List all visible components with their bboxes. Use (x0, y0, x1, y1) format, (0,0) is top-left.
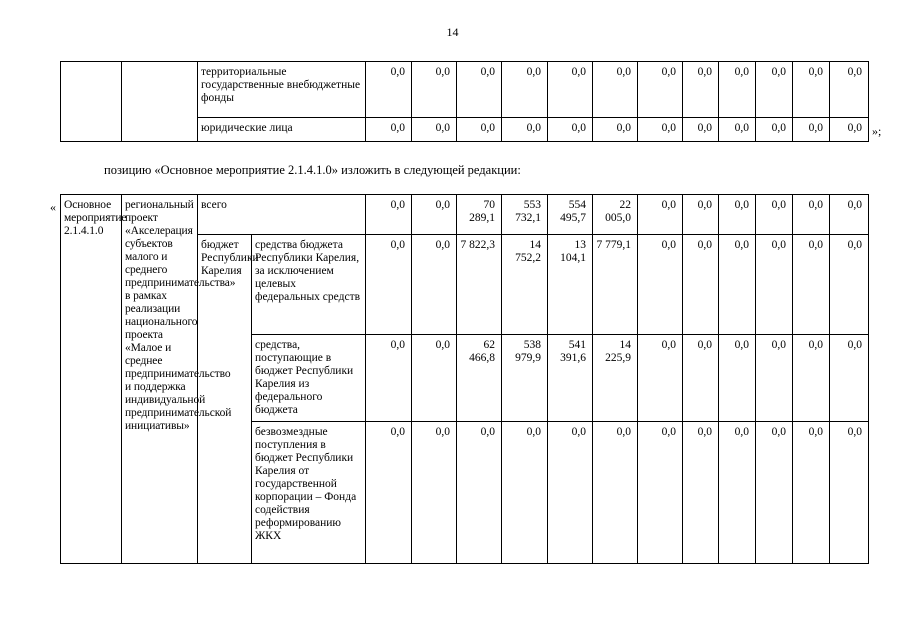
value-cell: 553 732,1 (502, 195, 548, 235)
opening-quote: « (50, 200, 56, 214)
value-cell: 0,0 (719, 62, 756, 118)
value-cell: 0,0 (830, 118, 869, 142)
budget-label: бюджет Республики Карелия (198, 235, 252, 564)
value-cell: 0,0 (457, 62, 502, 118)
value-cell: 0,0 (756, 62, 793, 118)
value-cell: 0,0 (830, 195, 869, 235)
value-cell: 0,0 (412, 118, 457, 142)
value-cell: 0,0 (412, 422, 457, 564)
value-cell: 0,0 (638, 118, 683, 142)
value-cell: 0,0 (366, 62, 412, 118)
value-cell: 0,0 (638, 195, 683, 235)
source-label: средства, поступающие в бюджет Республики Карелия из федерального бюджета (252, 335, 366, 422)
value-cell: 0,0 (683, 235, 719, 335)
value-cell: 0,0 (638, 235, 683, 335)
value-cell: 554 495,7 (548, 195, 593, 235)
value-cell: 0,0 (793, 235, 830, 335)
page-number: 14 (446, 25, 459, 39)
value-cell: 0,0 (793, 335, 830, 422)
value-cell: 0,0 (593, 62, 638, 118)
value-cell: 0,0 (457, 422, 502, 564)
value-cell: 0,0 (793, 62, 830, 118)
value-cell: 0,0 (638, 335, 683, 422)
value-cell: 0,0 (793, 118, 830, 142)
value-cell: 0,0 (756, 335, 793, 422)
value-cell: 0,0 (366, 118, 412, 142)
value-cell: 0,0 (593, 118, 638, 142)
value-cell: 0,0 (366, 235, 412, 335)
value-cell: 0,0 (756, 422, 793, 564)
value-cell: 22 005,0 (593, 195, 638, 235)
value-cell: 14 752,2 (502, 235, 548, 335)
value-cell: 0,0 (683, 335, 719, 422)
project-cell: региональный проект «Акселерация субъектов малого и среднего предпринимательства» в рамках реализации национального проекта «Малое и среднее предпринимательство и поддержка индивидуальной предпринимательской инициативы» (122, 195, 198, 564)
value-cell: 0,0 (719, 335, 756, 422)
value-cell: 0,0 (638, 62, 683, 118)
value-cell: 62 466,8 (457, 335, 502, 422)
value-cell: 0,0 (719, 195, 756, 235)
instruction-text: позицию «Основное мероприятие 2.1.4.1.0» изложить в следующей редакции: (104, 163, 521, 177)
value-cell: 0,0 (830, 335, 869, 422)
value-cell: 0,0 (412, 235, 457, 335)
value-cell: 0,0 (638, 422, 683, 564)
value-cell: 0,0 (830, 422, 869, 564)
value-cell: 0,0 (756, 195, 793, 235)
value-cell: 0,0 (412, 335, 457, 422)
value-cell: 0,0 (366, 335, 412, 422)
value-cell: 0,0 (593, 422, 638, 564)
value-cell: 0,0 (548, 422, 593, 564)
value-cell: 13 104,1 (548, 235, 593, 335)
value-cell: 0,0 (502, 422, 548, 564)
value-cell: 0,0 (719, 118, 756, 142)
table-row (61, 195, 869, 235)
source-label: средства бюджета Республики Карелия, за исключением целевых федеральных средств (252, 235, 366, 335)
value-cell: 541 391,6 (548, 335, 593, 422)
value-cell: 0,0 (457, 118, 502, 142)
value-cell: 0,0 (548, 62, 593, 118)
value-cell: 70 289,1 (457, 195, 502, 235)
total-label: всего (198, 195, 366, 235)
value-cell: 0,0 (683, 62, 719, 118)
value-cell: 0,0 (412, 62, 457, 118)
main-table (60, 194, 869, 564)
value-cell: 0,0 (366, 422, 412, 564)
measure-cell: Основное мероприятие 2.1.4.1.0 (61, 195, 122, 564)
value-cell: 0,0 (830, 235, 869, 335)
value-cell: 0,0 (719, 235, 756, 335)
value-cell: 0,0 (502, 118, 548, 142)
value-cell: 14 225,9 (593, 335, 638, 422)
source-label: юридические лица (198, 118, 366, 142)
value-cell: 0,0 (412, 195, 457, 235)
source-label: безвозмездные поступления в бюджет Республики Карелия от государственной корпорации – Фонда содействия реформированию ЖКХ (252, 422, 366, 564)
value-cell: 0,0 (548, 118, 593, 142)
value-cell: 0,0 (756, 235, 793, 335)
table-row (61, 62, 869, 118)
closing-quote: »; (872, 124, 882, 138)
value-cell: 0,0 (502, 62, 548, 118)
empty-cell (122, 62, 198, 142)
value-cell: 7 822,3 (457, 235, 502, 335)
value-cell: 0,0 (683, 195, 719, 235)
value-cell: 0,0 (719, 422, 756, 564)
value-cell: 0,0 (683, 118, 719, 142)
value-cell: 0,0 (756, 118, 793, 142)
top-table (60, 61, 869, 142)
value-cell: 0,0 (830, 62, 869, 118)
value-cell: 0,0 (366, 195, 412, 235)
source-label: территориальные государственные внебюджетные фонды (198, 62, 366, 118)
value-cell: 0,0 (793, 422, 830, 564)
value-cell: 0,0 (793, 195, 830, 235)
empty-cell (61, 62, 122, 142)
value-cell: 7 779,1 (593, 235, 638, 335)
value-cell: 0,0 (683, 422, 719, 564)
value-cell: 538 979,9 (502, 335, 548, 422)
